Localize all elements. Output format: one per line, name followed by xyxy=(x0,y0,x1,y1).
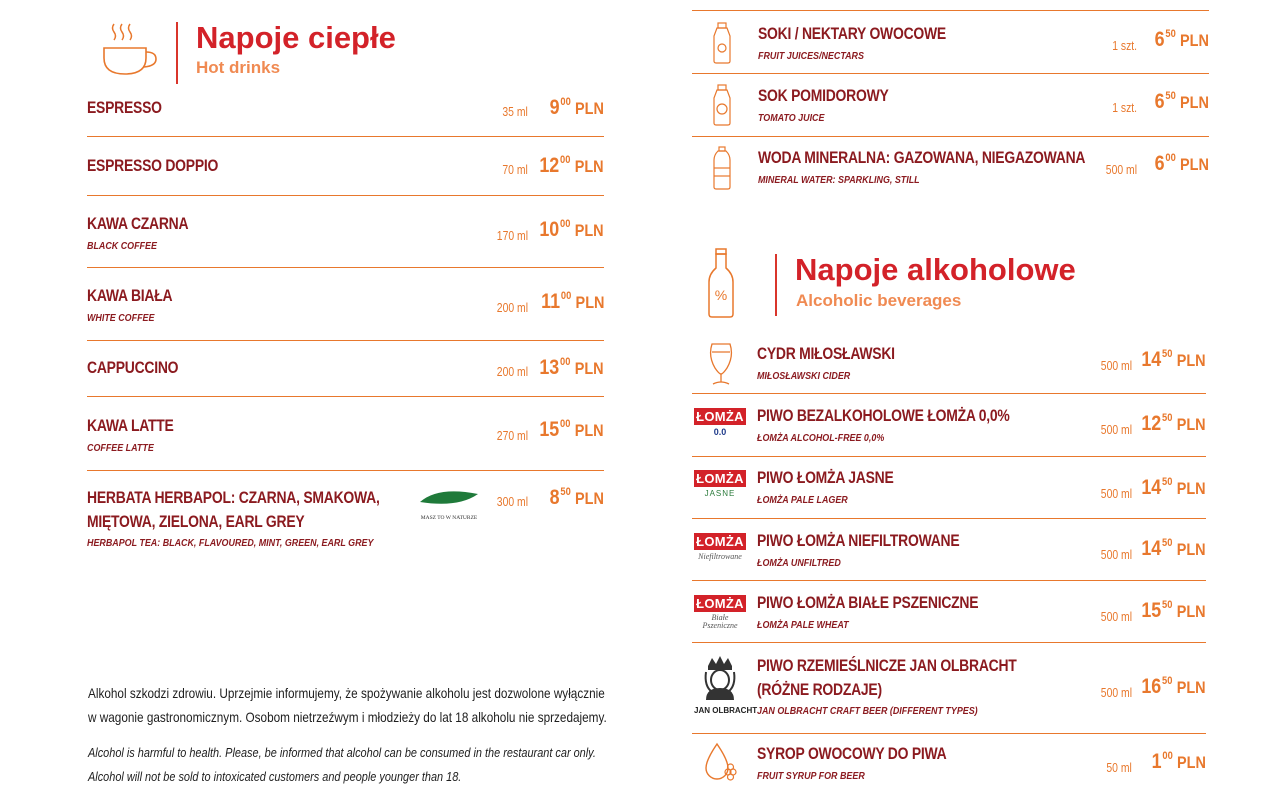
separator xyxy=(692,393,1206,394)
section-subtitle: Hot drinks xyxy=(196,58,281,77)
lomza-logo-text: ŁOMŻA xyxy=(694,533,746,550)
item-subtitle: FRUIT JUICES/NECTARS xyxy=(758,50,864,62)
item-quantity: 500 ml xyxy=(1100,358,1132,373)
lomza-logo xyxy=(694,408,746,437)
item-price: $15^{50}$ PLN xyxy=(1141,599,1206,622)
item-name: CAPPUCCINO xyxy=(87,358,179,377)
lomza-logo-tag: Niefiltrowane xyxy=(698,552,742,561)
coffee-cup-icon xyxy=(100,20,162,80)
item-quantity: 500 ml xyxy=(1100,547,1132,562)
separator xyxy=(87,340,604,341)
notice-pl-line2: w wagonie gastronomicznym. Osobom nietrzeźwym i młodzieży do lat 18 alkoholu nie sprzedajemy. xyxy=(88,709,607,725)
item-quantity: 500 ml xyxy=(1105,162,1137,177)
item-name: WODA MINERALNA: GAZOWANA, NIEGAZOWANA xyxy=(758,148,1086,167)
item-subtitle: ŁOMŻA UNFILTRED xyxy=(757,557,841,569)
lomza-logo-tag: 0.0 xyxy=(713,427,727,437)
menu-item-woda xyxy=(692,146,1209,196)
lomza-logo-tag: Białe Pszeniczne xyxy=(702,613,738,630)
jan-olbracht-logo-text: JAN OLBRACHT xyxy=(694,706,758,715)
item-quantity: 500 ml xyxy=(1100,422,1132,437)
item-price: $6^{00}$ PLN xyxy=(1154,152,1209,175)
notice-en-line2: Alcohol will not be sold to intoxicated customers and people younger than 18. xyxy=(88,769,462,784)
item-price: $1^{00}$ PLN xyxy=(1151,750,1206,773)
separator xyxy=(87,470,604,471)
item-quantity: 200 ml xyxy=(496,300,528,315)
item-name: KAWA CZARNA xyxy=(87,214,189,233)
lomza-logo-text: ŁOMŻA xyxy=(694,408,746,425)
item-name-line2: MIĘTOWA, ZIELONA, EARL GREY xyxy=(87,512,305,531)
item-quantity: 500 ml xyxy=(1100,685,1132,700)
menu-item-sok-pomidorowy xyxy=(692,84,1209,134)
item-price: $8^{50}$ PLN xyxy=(549,486,604,509)
water-bottle-icon xyxy=(712,146,732,190)
notice-pl-line1: Alkohol szkodzi zdrowiu. Uprzejmie informujemy, że spożywanie alkoholu jest dozwolone wyłącznie xyxy=(88,685,605,701)
item-price: $11^{00}$ PLN xyxy=(540,290,604,313)
separator xyxy=(692,580,1206,581)
lomza-logo xyxy=(694,533,746,561)
menu-item-herbata xyxy=(87,486,604,552)
section-title: Napoje ciepłe xyxy=(196,20,396,55)
item-name: PIWO ŁOMŻA JASNE xyxy=(757,468,894,487)
tomato-juice-bottle-icon xyxy=(712,84,732,126)
separator xyxy=(87,267,604,268)
leaf-icon xyxy=(418,488,480,508)
item-name: HERBATA HERBAPOL: CZARNA, SMAKOWA, xyxy=(87,488,380,507)
notice-en-line1: Alcohol is harmful to health. Please, be informed that alcohol can be consumed in the restaurant car only. xyxy=(88,745,596,760)
item-quantity: 500 ml xyxy=(1100,609,1132,624)
item-name: KAWA LATTE xyxy=(87,416,174,435)
separator xyxy=(87,396,604,397)
jan-olbracht-logo xyxy=(694,656,758,715)
item-name: KAWA BIAŁA xyxy=(87,286,173,305)
item-quantity: 50 ml xyxy=(1106,760,1132,775)
item-price: $14^{50}$ PLN xyxy=(1141,348,1206,371)
lomza-logo xyxy=(694,470,746,498)
item-price: $15^{00}$ PLN xyxy=(539,418,604,441)
item-name: PIWO BEZALKOHOLOWE ŁOMŻA 0,0% xyxy=(757,406,1010,425)
menu-item-syrop xyxy=(692,742,1206,790)
item-subtitle: COFFEE LATTE xyxy=(87,442,154,454)
fruit-drop-icon xyxy=(704,742,738,782)
item-quantity: 70 ml xyxy=(502,162,528,177)
separator xyxy=(692,733,1206,734)
lomza-logo-text: ŁOMŻA xyxy=(694,595,746,612)
item-subtitle: ŁOMŻA PALE LAGER xyxy=(757,494,848,506)
menu-item-cappuccino xyxy=(87,356,604,396)
item-subtitle: MINERAL WATER: SPARKLING, STILL xyxy=(758,174,920,186)
item-subtitle: BLACK COFFEE xyxy=(87,240,157,252)
section-title: Napoje alkoholowe xyxy=(795,252,1076,287)
separator xyxy=(692,136,1209,137)
item-price: $14^{50}$ PLN xyxy=(1141,476,1206,499)
item-name: ESPRESSO xyxy=(87,98,162,117)
cider-glass-icon xyxy=(708,342,734,386)
menu-item-soki xyxy=(692,22,1209,72)
menu-item-kawa-latte xyxy=(87,414,604,464)
item-name: PIWO ŁOMŻA NIEFILTROWANE xyxy=(757,531,960,550)
item-price: $16^{50}$ PLN xyxy=(1141,675,1206,698)
item-quantity: 300 ml xyxy=(496,494,528,509)
item-price: $13^{00}$ PLN xyxy=(539,356,604,379)
item-quantity: 170 ml xyxy=(496,228,528,243)
menu-item-espresso-doppio xyxy=(87,154,604,194)
item-quantity: 270 ml xyxy=(496,428,528,443)
header-divider xyxy=(775,254,777,316)
item-quantity: 35 ml xyxy=(502,104,528,119)
item-quantity: 1 szt. xyxy=(1112,38,1137,53)
item-name: PIWO ŁOMŻA BIAŁE PSZENICZNE xyxy=(757,593,979,612)
bottle-percent-icon xyxy=(707,248,735,318)
header-divider xyxy=(176,22,178,84)
item-name: SOK POMIDOROWY xyxy=(758,86,889,105)
menu-item-cydr xyxy=(692,342,1206,392)
item-name: SOKI / NEKTARY OWOCOWE xyxy=(758,24,946,43)
lomza-logo-tag: JASNE xyxy=(704,489,736,498)
lomza-logo-text: ŁOMŻA xyxy=(694,470,746,487)
item-subtitle: WHITE COFFEE xyxy=(87,312,155,324)
item-price: $10^{00}$ PLN xyxy=(539,218,604,241)
menu-item-espresso xyxy=(87,96,604,136)
item-name: CYDR MIŁOSŁAWSKI xyxy=(757,344,895,363)
separator xyxy=(692,10,1209,11)
item-subtitle: ŁOMŻA PALE WHEAT xyxy=(757,619,849,631)
item-subtitle: FRUIT SYRUP FOR BEER xyxy=(757,770,865,782)
item-price: $9^{00}$ PLN xyxy=(549,96,604,119)
menu-item-kawa-czarna xyxy=(87,212,604,262)
item-name: SYROP OWOCOWY DO PIWA xyxy=(757,744,947,763)
item-price: $6^{50}$ PLN xyxy=(1154,28,1209,51)
item-name-line2: (RÓŻNE RODZAJE) xyxy=(757,680,882,699)
herbapol-tagline: MASZ TO W NATURZE xyxy=(420,515,478,521)
separator xyxy=(87,195,604,196)
menu-item-jan-olbracht xyxy=(692,654,1206,724)
menu-item-lomza-biale xyxy=(692,591,1206,641)
item-subtitle: HERBAPOL TEA: BLACK, FLAVOURED, MINT, GREEN, EARL GREY xyxy=(87,537,374,549)
svg-text:%: % xyxy=(714,287,728,303)
separator xyxy=(692,642,1206,643)
item-price: $6^{50}$ PLN xyxy=(1154,90,1209,113)
menu-item-kawa-biala xyxy=(87,284,604,334)
menu-item-lomza-00 xyxy=(692,404,1206,454)
menu-item-lomza-jasne xyxy=(692,466,1206,516)
separator xyxy=(692,518,1206,519)
king-portrait-icon xyxy=(700,656,740,700)
item-subtitle: MIŁOSŁAWSKI CIDER xyxy=(757,370,851,382)
item-price: $12^{50}$ PLN xyxy=(1141,412,1206,435)
item-quantity: 500 ml xyxy=(1100,486,1132,501)
menu-item-lomza-niefiltrowane xyxy=(692,529,1206,579)
item-name: PIWO RZEMIEŚLNICZE JAN OLBRACHT xyxy=(757,656,1017,675)
herbapol-logo xyxy=(417,488,481,521)
item-name: ESPRESSO DOPPIO xyxy=(87,156,219,175)
item-subtitle: JAN OLBRACHT CRAFT BEER (DIFFERENT TYPES) xyxy=(757,705,978,717)
separator xyxy=(692,73,1209,74)
item-subtitle: ŁOMŻA ALCOHOL-FREE 0,0% xyxy=(757,432,885,444)
item-quantity: 1 szt. xyxy=(1112,100,1137,115)
section-subtitle: Alcoholic beverages xyxy=(796,291,962,310)
item-price: $14^{50}$ PLN xyxy=(1141,537,1206,560)
juice-bottle-icon xyxy=(712,22,732,64)
lomza-logo xyxy=(694,595,746,630)
separator xyxy=(692,456,1206,457)
separator xyxy=(87,136,604,137)
item-quantity: 200 ml xyxy=(496,364,528,379)
item-subtitle: TOMATO JUICE xyxy=(758,112,825,124)
item-price: $12^{00}$ PLN xyxy=(539,154,604,177)
